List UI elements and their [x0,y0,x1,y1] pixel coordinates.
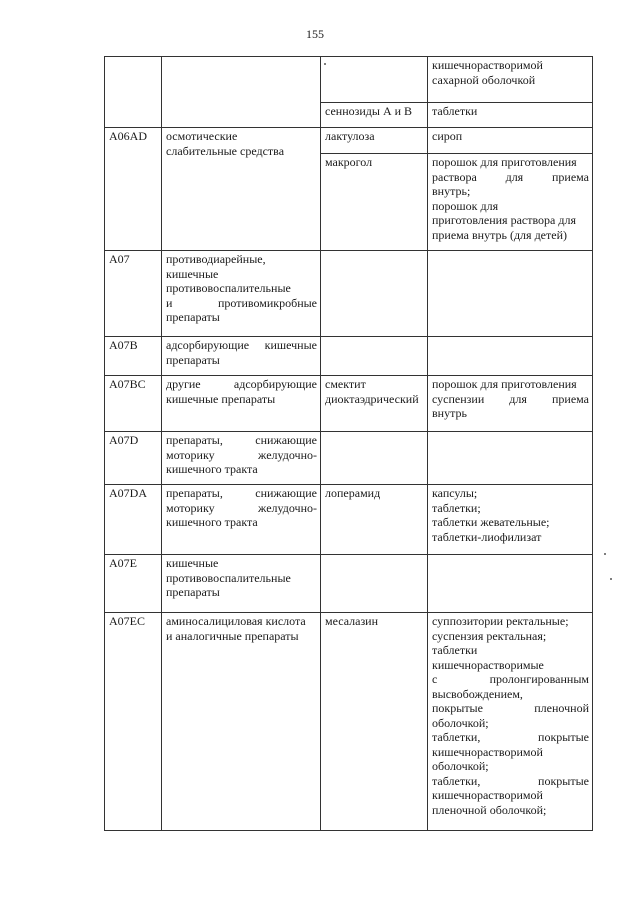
dosage-form-line: внутрь [432,406,467,420]
substance-name: месалазин [325,614,379,628]
dosage-form-line: приема внутрь (для детей) [432,227,567,242]
dosage-form-line: суспензия ректальная; [432,628,547,643]
group-line: аминосалициловая кислота [166,614,306,628]
dosage-form-cell [428,432,593,485]
dosage-form-line: кишечнорастворимой [432,744,543,759]
atc-code-cell [105,128,162,251]
dosage-form-cell [428,613,593,831]
dosage-form-line: кишечнорастворимые [432,657,544,672]
dosage-form-line: внутрь; [432,184,471,198]
substance-cell [321,337,428,376]
substance-name: сеннозиды А и В [325,104,413,118]
table-row [105,57,593,103]
table-row [105,613,593,831]
table-row [105,251,593,337]
group-line: препараты [166,585,220,599]
substance-cell [321,128,428,154]
atc-code: A07DA [109,486,147,500]
table-row [105,432,593,485]
atc-code: A07B [109,338,138,352]
group-cell [162,128,321,251]
group-cell [162,337,321,376]
group-line: другие адсорбирующие [166,377,317,391]
dosage-form-line: таблетки-лиофилизат [432,529,542,544]
dosage-form-line: таблетки; [432,500,481,515]
group-cell [162,432,321,485]
atc-code-cell [105,432,162,485]
group-line: моторику желудочно- [166,500,317,515]
atc-code-cell [105,555,162,613]
group-line: моторику желудочно- [166,447,317,462]
dosage-form-line: капсулы; [432,486,478,500]
dosage-form-cell [428,337,593,376]
dosage-form-line: таблетки [432,643,478,657]
group-cell [162,613,321,831]
group-line: препараты, снижающие [166,486,317,500]
dosage-form-cell [428,154,593,251]
dosage-form-line: с пролонгированным [432,672,589,686]
group-line: кишечные [166,266,219,281]
dosage-form-line: приготовления раствора для [432,213,576,227]
dosage-form-line: таблетки жевательные; [432,515,550,529]
atc-code-cell [105,613,162,831]
group-line: противовоспалительные [166,281,291,295]
group-cell [162,485,321,555]
atc-code: A07E [109,556,137,570]
scan-speck [324,63,326,65]
group-cell [162,555,321,613]
group-line: противодиарейные, [166,252,266,266]
group-line: адсорбирующие кишечные [166,338,317,352]
substance-cell [321,103,428,128]
dosage-form-line: раствора для приема [432,169,589,184]
dosage-form-line: таблетки, покрытые [432,730,589,744]
group-line: осмотические [166,129,238,143]
dosage-form-line: порошок для приготовления [432,155,577,169]
substance-cell [321,154,428,251]
atc-code: A07 [109,252,130,266]
group-line: и противомикробные [166,295,317,310]
substance-name: лоперамид [325,486,381,500]
group-cell [162,251,321,337]
group-line: кишечные [166,556,219,570]
dosage-form-line: кишечнорастворимой [432,58,543,72]
dosage-form-line: суппозитории ректальные; [432,614,569,628]
group-line: препараты [166,310,220,324]
atc-code: A07D [109,433,139,447]
group-cell [162,57,321,128]
dosage-form-cell [428,57,593,103]
atc-code-cell [105,337,162,376]
dosage-form-cell [428,251,593,337]
substance-cell [321,57,428,103]
substance-name: смектит [325,377,366,391]
group-line: кишечные препараты [166,391,276,406]
atc-code-cell [105,251,162,337]
substance-name: макрогол [325,155,373,169]
substance-cell [321,613,428,831]
atc-code-cell [105,57,162,128]
dosage-form-line: пленочной оболочкой; [432,802,547,817]
scan-speck [604,553,606,555]
atc-code: A07BC [109,377,146,391]
group-line: кишечного тракта [166,462,258,476]
substance-cell [321,555,428,613]
group-line: противовоспалительные [166,570,291,585]
dosage-form-cell [428,128,593,154]
page-number: 155 [306,27,324,41]
dosage-form-cell [428,103,593,128]
group-line: слабительные средства [166,143,285,158]
dosage-form-line: сахарной оболочкой [432,72,536,87]
dosage-form-cell [428,376,593,432]
dosage-form-line: порошок для приготовления [432,377,577,391]
dosage-form-line: сироп [432,129,463,143]
table-row [105,337,593,376]
atc-code-cell [105,376,162,432]
substance-cell [321,432,428,485]
table-row [105,128,593,154]
group-cell [162,376,321,432]
substance-cell [321,376,428,432]
dosage-form-line: покрытые пленочной [432,701,589,715]
substance-name: лактулоза [325,129,375,143]
group-line: препараты, снижающие [166,433,317,447]
dosage-form-line: таблетки, покрытые [432,773,589,788]
table-row [105,485,593,555]
table-row [105,376,593,432]
substance-name: диоктаэдрический [325,391,419,406]
dosage-form-line: высвобождением, [432,686,523,701]
dosage-form-line: кишечнорастворимой [432,788,543,802]
atc-code: A06AD [109,129,147,143]
dosage-form-line: суспензии для приема [432,391,589,406]
atc-code: A07EC [109,614,145,628]
table-row [105,555,593,613]
dosage-form-line: оболочкой; [432,715,489,730]
dosage-form-line: оболочкой; [432,759,489,773]
dosage-form-line: таблетки [432,104,478,118]
group-line: кишечного тракта [166,515,258,529]
dosage-form-cell [428,485,593,555]
dosage-form-cell [428,555,593,613]
group-line: и аналогичные препараты [166,628,299,643]
group-line: препараты [166,352,220,367]
substance-cell [321,485,428,555]
medication-table [104,56,593,831]
scan-speck [610,578,612,580]
dosage-form-line: порошок для [432,198,499,213]
substance-cell [321,251,428,337]
atc-code-cell [105,485,162,555]
